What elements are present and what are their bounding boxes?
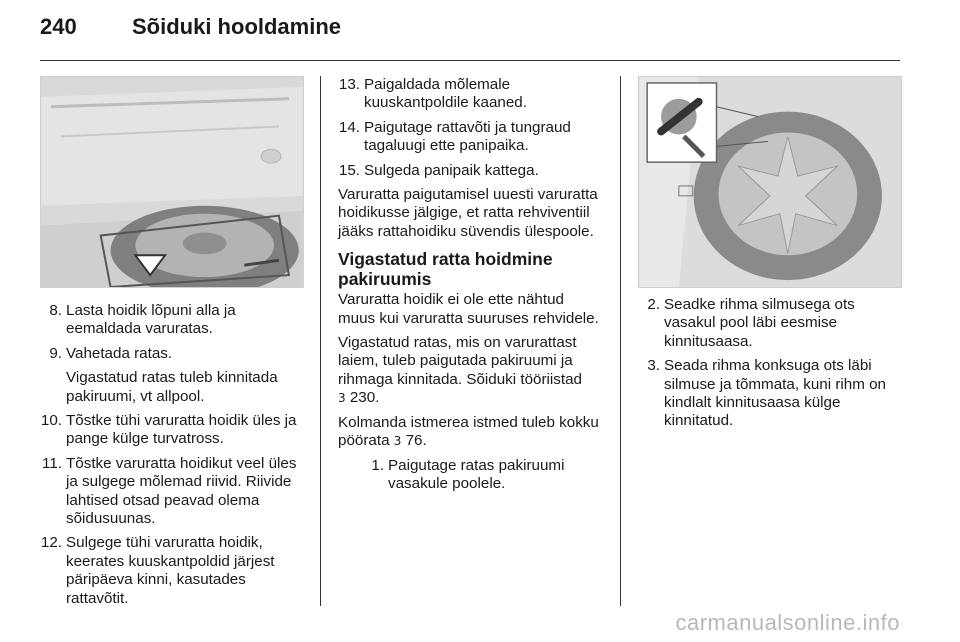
list-item: 13. Paigaldada mõlemale kuuskantpoldile kaaned. bbox=[338, 76, 527, 112]
cross-reference-link[interactable]: 230. bbox=[345, 389, 380, 407]
list-item: 11. Tõstke varuratta hoidikut veel üles ja sulgege mõlemad riivid. Riivide lahtised otsad peavad olema sõidusuunas. bbox=[42, 454, 297, 528]
column-divider-2 bbox=[620, 76, 621, 606]
column-3 bbox=[638, 76, 904, 437]
steps-list-3 bbox=[638, 296, 904, 431]
list-item: 8. Lasta hoidik lõpuni alla ja eemaldada varuratas. bbox=[49, 302, 236, 338]
cross-reference-arrow-icon: 3 bbox=[393, 434, 402, 449]
damaged-wheel-luggage-illustration bbox=[638, 76, 902, 288]
cross-reference-link[interactable]: 76. bbox=[401, 432, 427, 450]
column-divider-1 bbox=[320, 76, 321, 606]
column-2 bbox=[338, 76, 604, 499]
paragraph: Kolmanda istmerea istmed tuleb kokku pöörata 3 76. bbox=[338, 413, 599, 450]
list-item: 10. Tõstke tühi varuratta hoidik üles ja pange külge turvatross. bbox=[40, 412, 297, 448]
cross-reference-arrow-icon: 3 bbox=[338, 391, 346, 406]
list-item: 2. Seadke rihma silmusega ots vasakul pool läbi eesmise kinnitusaasa. bbox=[647, 296, 855, 350]
section-heading: Vigastatud ratta hoidmine pakiruumis bbox=[338, 249, 553, 290]
page-title: Sõiduki hooldamine bbox=[132, 14, 342, 39]
wheel-strap-drawing bbox=[639, 77, 901, 287]
paragraph: Vigastatud ratas, mis on varurattast laiem, tuleb paigutada pakiruumi ja rihmaga kinnitada. Sõiduki tööriistad 3 230. bbox=[338, 334, 582, 407]
spare-wheel-underbody-drawing bbox=[41, 77, 303, 287]
page-header bbox=[40, 14, 341, 50]
paragraph: Varuratta paigutamisel uuesti varuratta hoidikusse jälgige, et ratta rehviventiil jääks rattahoidiku süvendis ülespoole. bbox=[338, 186, 598, 240]
site-watermark: carmanualsonline.info bbox=[675, 610, 900, 635]
page-number: 240 bbox=[40, 14, 77, 39]
list-item: 15. Sulgeda panipaik kattega. bbox=[338, 161, 539, 179]
column-1 bbox=[40, 76, 306, 614]
list-item: 12. Sulgege tühi varuratta hoidik, keerates kuuskantpoldid järjest päripäeva kinni, kasutades rattavõtit. bbox=[40, 534, 275, 607]
steps-list-2 bbox=[338, 76, 604, 180]
spare-wheel-carrier-illustration bbox=[40, 76, 304, 288]
steps-list-sub bbox=[338, 457, 604, 494]
steps-list-1 bbox=[40, 302, 306, 608]
header-divider bbox=[40, 60, 900, 61]
paragraph: Varuratta hoidik ei ole ette nähtud muus kui varuratta suuruses rehvidele. bbox=[338, 291, 599, 327]
list-item: 1. Paigutage ratas pakiruumi vasakule poolele. bbox=[371, 456, 565, 492]
list-item: 3. Seada rihma konksuga ots läbi silmuse ja tõmmata, kuni rihm on kindlalt kinnitusaasa külge kinnitatud. bbox=[647, 357, 886, 430]
list-item: 14. Paigutage rattavõti ja tungraud tagaluugi ette panipaika. bbox=[338, 118, 571, 155]
list-item: 9. Vahetada ratas. Vigastatud ratas tuleb kinnitada pakiruumi, vt allpool. bbox=[49, 344, 278, 405]
